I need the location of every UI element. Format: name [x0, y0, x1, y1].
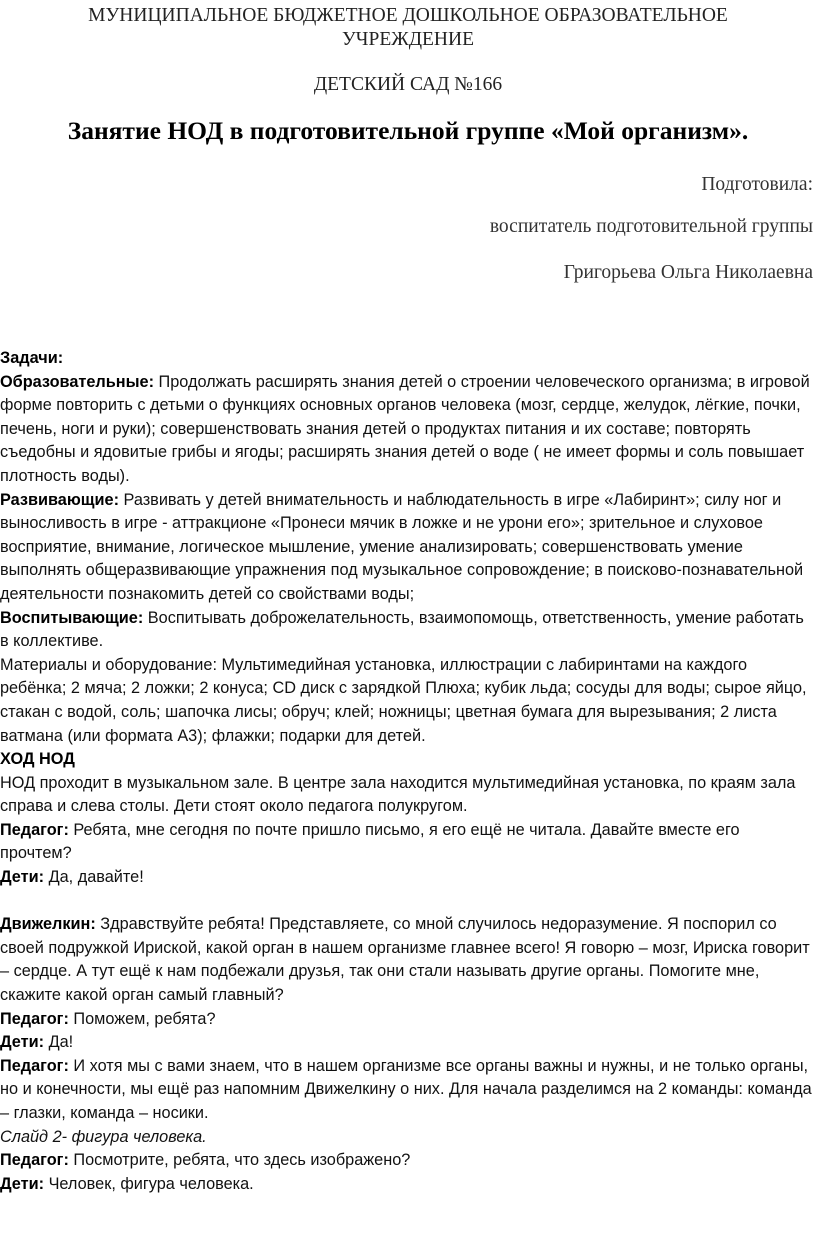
dialogue-line: Дети: Да! — [0, 1033, 74, 1052]
org-name-line-2: УЧРЕЖДЕНИЕ — [342, 29, 474, 50]
developmental-tasks: Развивающие: Развивать у детей внимательность и наблюдательность в игре «Лабиринт»; силу ног и выносливость в игре - аттракционе «Пронеси мячик в ложке и не урони его»; зрительное и слуховое восприятие, внимание, логическое мышление, умение анализировать; совершенствовать умение выполнять общеразвивающие упражнения под музыкальное сопровождение; в поисково-познавательной деятельности познакомить детей со свойствами воды; — [0, 490, 804, 603]
educational-label: Образовательные: — [0, 372, 154, 391]
course-heading: ХОД НОД — [0, 750, 75, 769]
dialogue-line: Дети: Человек, фигура человека. — [0, 1174, 254, 1193]
speaker-label: Педагог: — [0, 1151, 69, 1170]
tasks-heading: Задачи: — [0, 349, 64, 367]
slide-note: Слайд 2- фигура человека. — [0, 1127, 207, 1146]
developmental-label: Развивающие: — [0, 490, 119, 509]
upbringing-tasks: Воспитывающие: Воспитывать доброжелательность, взаимопомощь, ответственность, умение работать в коллективе. — [0, 608, 804, 651]
speaker-label: Дети: — [0, 1174, 45, 1193]
dialogue-line: Педагог: Посмотрите, ребята, что здесь изображено? — [0, 1151, 411, 1170]
speaker-label: Движелкин: — [0, 915, 96, 934]
speaker-label: Педагог: — [0, 1009, 69, 1028]
author-position: воспитатель подготовительной группы — [489, 216, 813, 237]
dialogue-line: Движелкин: Здравствуйте ребята! Представляете, со мной случилось недоразумение. Я поспорил со своей подружкой Ириской, какой орган в нашем организме главнее всего! Я говорю – мозг, Ириска говорит – сердце. А тут ещё к нам подбежали друзья, так они стали называть другие органы. Помогите мне, скажите какой орган самый главный? — [0, 915, 810, 1005]
educational-tasks: Образовательные: Продолжать расширять знания детей о строении человеческого организма; в игровой форме повторить с детьми о функциях основных органов человека (мозг, сердце, желудок, лёгкие, почки, печень, ноги и руки); совершенствовать знания детей о продуктах питания и их составе; повторять съедобны и ядовитые грибы и ягоды; расширять знания детей о воде ( не имеет формы и соль повышает плотность воды). — [0, 372, 810, 485]
prepared-by-label: Подготовила: — [701, 174, 813, 195]
dialogue-line: Дети: Да, давайте! — [0, 868, 144, 887]
blank-line — [0, 890, 814, 914]
dialogue-line: Педагог: И хотя мы с вами знаем, что в нашем организме все органы важны и нужны, и не только органы, но и конечности, мы ещё раз напомним Движелкину о них. Для начала разделимся на 2 команды: команда – глазки, команда – носики. — [0, 1056, 812, 1122]
author-name: Григорьева Ольга Николаевна — [563, 262, 813, 283]
speaker-label: Дети: — [0, 868, 45, 887]
kindergarten-name: ДЕТСКИЙ САД №166 — [313, 74, 503, 95]
speaker-label: Дети: — [0, 1033, 45, 1052]
document-body — [0, 347, 814, 1196]
speaker-label: Педагог: — [0, 820, 69, 839]
course-intro: НОД проходит в музыкальном зале. В центре зала находится мультимедийная установка, по краям зала справа и слева столы. Дети стоят около педагога полукругом. — [0, 773, 796, 816]
dialogue-line: Педагог: Поможем, ребята? — [0, 1009, 216, 1028]
document-title: Занятие НОД в подготовительной группе «Мой организм». — [67, 116, 749, 145]
materials-paragraph: Материалы и оборудование: Мультимедийная установка, иллюстрации с лабиринтами на каждого ребёнка; 2 мяча; 2 ложки; 2 конуса; CD диск с зарядкой Плюха; кубик льда; сосуды для воды; сырое яйцо, стакан с водой, соль; шапочка лисы; обруч; клей; ножницы; цветная бумага для вырезывания; 2 листа ватмана (или формата А3); флажки; подарки для детей. — [0, 655, 807, 745]
org-name-line-1: МУНИЦИПАЛЬНОЕ БЮДЖЕТНОЕ ДОШКОЛЬНОЕ ОБРАЗОВАТЕЛЬНОЕ — [88, 5, 728, 26]
dialogue-line: Педагог: Ребята, мне сегодня по почте пришло письмо, я его ещё не читала. Давайте вместе его прочтем? — [0, 820, 740, 863]
speaker-label: Педагог: — [0, 1056, 69, 1075]
upbringing-label: Воспитывающие: — [0, 608, 144, 627]
